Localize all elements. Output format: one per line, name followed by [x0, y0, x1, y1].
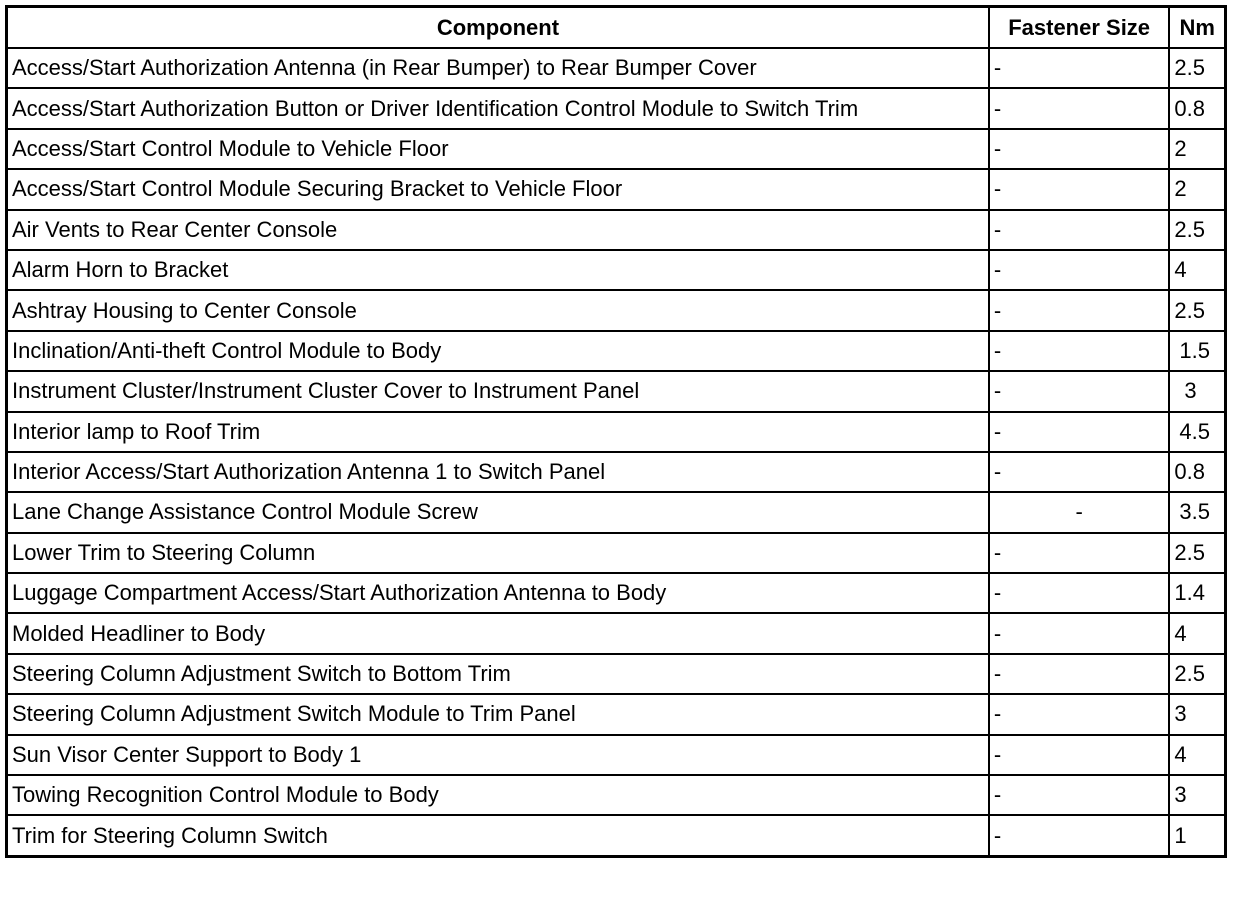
- component-cell: Lower Trim to Steering Column: [7, 533, 989, 573]
- table-row: [7, 412, 1226, 452]
- table-row: [7, 452, 1226, 492]
- fastener-size-cell: -: [989, 412, 1169, 452]
- component-cell: Access/Start Control Module Securing Bracket to Vehicle Floor: [7, 169, 989, 209]
- fastener-size-cell: -: [989, 88, 1169, 128]
- column-header-component: Component: [7, 7, 989, 49]
- table-row: [7, 210, 1226, 250]
- fastener-size-cell: -: [989, 533, 1169, 573]
- table-row: [7, 250, 1226, 290]
- nm-cell: 2.5: [1169, 48, 1225, 88]
- table-row: [7, 573, 1226, 613]
- nm-cell: 4: [1169, 250, 1225, 290]
- component-cell: Ashtray Housing to Center Console: [7, 290, 989, 330]
- table-row: [7, 129, 1226, 169]
- nm-cell: 0.8: [1169, 452, 1225, 492]
- fastener-size-cell: -: [989, 775, 1169, 815]
- nm-cell: 3: [1169, 694, 1225, 734]
- component-cell: Alarm Horn to Bracket: [7, 250, 989, 290]
- table-row: [7, 775, 1226, 815]
- component-cell: Interior lamp to Roof Trim: [7, 412, 989, 452]
- table-row: [7, 735, 1226, 775]
- fastener-size-cell: -: [989, 452, 1169, 492]
- nm-cell: 4: [1169, 735, 1225, 775]
- component-cell: Molded Headliner to Body: [7, 613, 989, 653]
- table-row: [7, 815, 1226, 856]
- nm-cell: 3: [1169, 775, 1225, 815]
- nm-cell: 2.5: [1169, 210, 1225, 250]
- table-row: [7, 88, 1226, 128]
- nm-cell: 1.5: [1169, 331, 1225, 371]
- fastener-size-cell: -: [989, 371, 1169, 411]
- component-cell: Access/Start Authorization Antenna (in Rear Bumper) to Rear Bumper Cover: [7, 48, 989, 88]
- component-cell: Air Vents to Rear Center Console: [7, 210, 989, 250]
- nm-cell: 0.8: [1169, 88, 1225, 128]
- fastener-size-cell: -: [989, 129, 1169, 169]
- nm-cell: 2.5: [1169, 654, 1225, 694]
- fastener-size-cell: -: [989, 290, 1169, 330]
- column-header-fastener-size: Fastener Size: [989, 7, 1169, 49]
- component-cell: Steering Column Adjustment Switch Module to Trim Panel: [7, 694, 989, 734]
- column-header-nm: Nm: [1169, 7, 1225, 49]
- nm-cell: 3: [1169, 371, 1225, 411]
- component-cell: Access/Start Authorization Button or Driver Identification Control Module to Switch Trim: [7, 88, 989, 128]
- fastener-size-cell: -: [989, 573, 1169, 613]
- table-row: [7, 533, 1226, 573]
- component-cell: Instrument Cluster/Instrument Cluster Cover to Instrument Panel: [7, 371, 989, 411]
- fastener-size-cell: -: [989, 613, 1169, 653]
- fastener-size-cell: -: [989, 331, 1169, 371]
- table-row: [7, 48, 1226, 88]
- table-body: [7, 48, 1226, 856]
- nm-cell: 4.5: [1169, 412, 1225, 452]
- table-header: [7, 7, 1226, 49]
- component-cell: Interior Access/Start Authorization Antenna 1 to Switch Panel: [7, 452, 989, 492]
- table-row: [7, 371, 1226, 411]
- component-cell: Luggage Compartment Access/Start Authorization Antenna to Body: [7, 573, 989, 613]
- table-row: [7, 331, 1226, 371]
- torque-spec-table: [5, 5, 1227, 858]
- fastener-size-cell: -: [989, 654, 1169, 694]
- fastener-size-cell: -: [989, 210, 1169, 250]
- component-cell: Inclination/Anti-theft Control Module to Body: [7, 331, 989, 371]
- fastener-size-cell: -: [989, 735, 1169, 775]
- component-cell: Lane Change Assistance Control Module Screw: [7, 492, 989, 532]
- fastener-size-cell: -: [989, 815, 1169, 856]
- component-cell: Trim for Steering Column Switch: [7, 815, 989, 856]
- component-cell: Sun Visor Center Support to Body 1: [7, 735, 989, 775]
- header-row: [7, 7, 1226, 49]
- nm-cell: 2.5: [1169, 290, 1225, 330]
- nm-cell: 2.5: [1169, 533, 1225, 573]
- table-row: [7, 694, 1226, 734]
- table-row: [7, 169, 1226, 209]
- nm-cell: 3.5: [1169, 492, 1225, 532]
- nm-cell: 2: [1169, 169, 1225, 209]
- fastener-size-cell: -: [989, 694, 1169, 734]
- table-row: [7, 492, 1226, 532]
- table-row: [7, 654, 1226, 694]
- component-cell: Steering Column Adjustment Switch to Bottom Trim: [7, 654, 989, 694]
- nm-cell: 1: [1169, 815, 1225, 856]
- table-row: [7, 613, 1226, 653]
- nm-cell: 4: [1169, 613, 1225, 653]
- component-cell: Towing Recognition Control Module to Body: [7, 775, 989, 815]
- fastener-size-cell: -: [989, 250, 1169, 290]
- nm-cell: 1.4: [1169, 573, 1225, 613]
- nm-cell: 2: [1169, 129, 1225, 169]
- fastener-size-cell: -: [989, 48, 1169, 88]
- fastener-size-cell: -: [989, 492, 1169, 532]
- table-row: [7, 290, 1226, 330]
- component-cell: Access/Start Control Module to Vehicle Floor: [7, 129, 989, 169]
- fastener-size-cell: -: [989, 169, 1169, 209]
